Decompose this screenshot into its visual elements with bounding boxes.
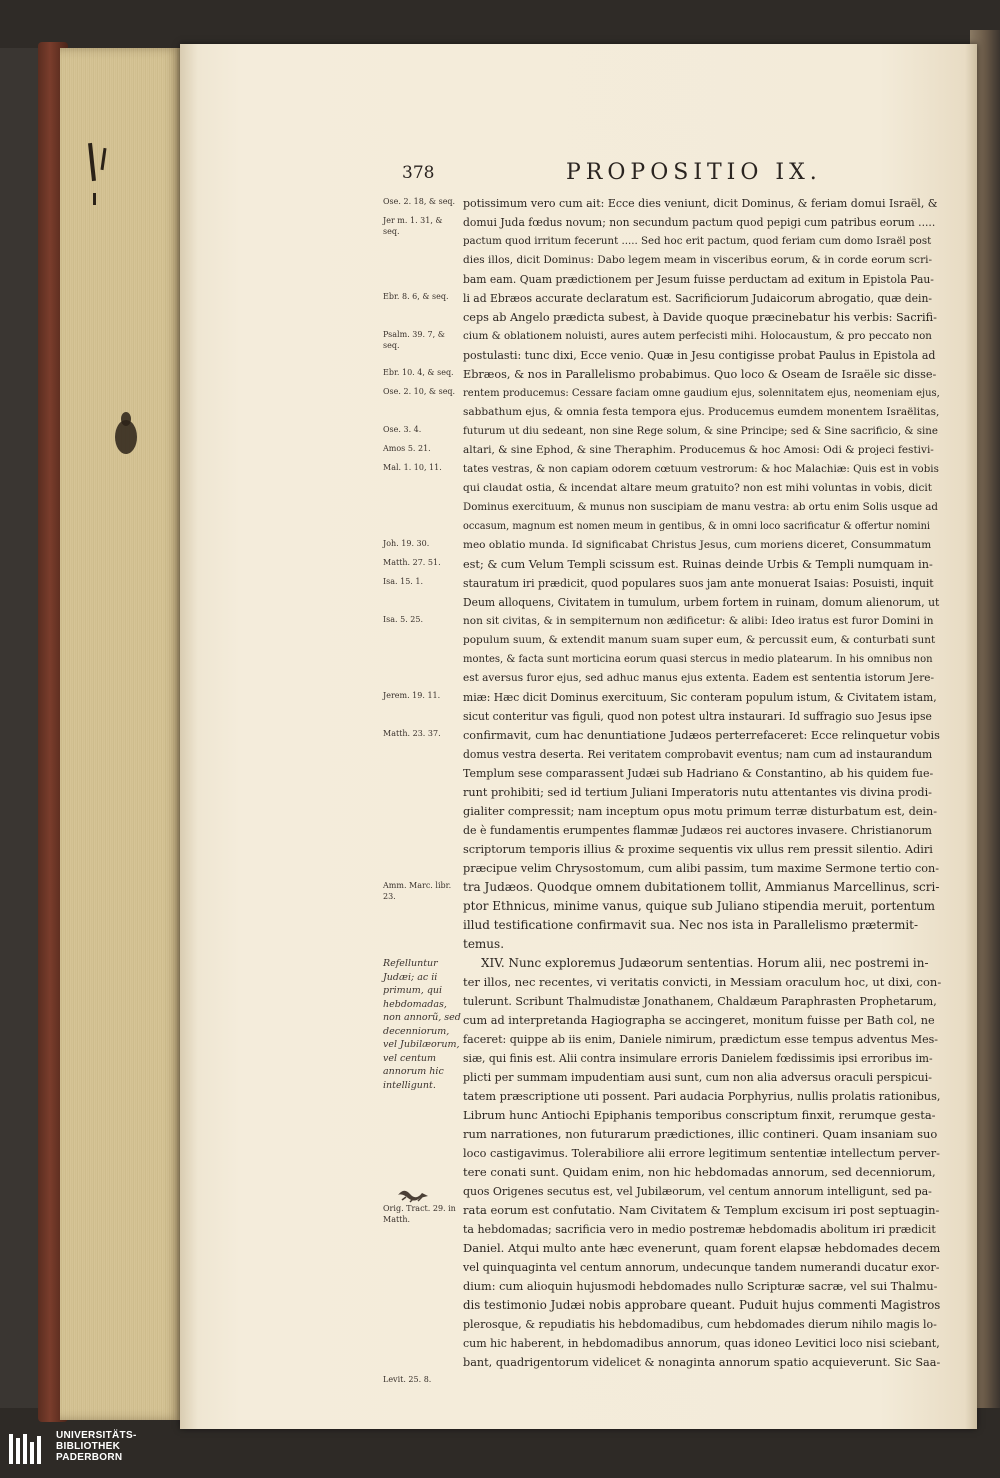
marginal-note: Isa. 15. 1.	[383, 577, 424, 586]
marginal-note: Amos 5. 21.	[383, 444, 431, 453]
text-line: rum narrationes, non futurarum prædictiones, illic contineri. Quam insaniam suo	[463, 1127, 938, 1141]
marginal-notes	[383, 195, 461, 1384]
text-line: futurum ut diu sedeant, non sine Rege solum, & sine Principe; sed & Sine sacrificio, & sine	[463, 425, 938, 437]
text-line: Dominus exercituum, & munus non suscipiam de manu vestra: ab ortu enim Solis usque ad	[463, 501, 938, 513]
text-line: ter illos, nec recentes, vi veritatis convicti, in Messiam oraculum hoc, ut dixi, con-	[463, 975, 941, 989]
page-fore-edge	[60, 48, 182, 1420]
text-line: altari, & sine Ephod, & sine Theraphim. Producemus & hoc Amosi: Odi & projeci festivi-	[463, 444, 934, 456]
marginal-note: Levit. 25. 8.	[383, 1375, 432, 1384]
text-line: bant, quadrigentorum videlicet & nonaginta annorum spatio acquieverunt. Sic Saa-	[463, 1356, 941, 1369]
text-line: domui Juda fœdus novum; non secundum pactum quod pepigi cum patribus eorum .....	[463, 216, 936, 229]
marginal-note: Refelluntur Judæi; ac ii primum, qui hebdomadas, non annorũ, sed decenniorum, vel Jubilæorum, vel centum annorum hic intelligunt.	[383, 958, 461, 1091]
marginal-note: Jerem. 19. 11.	[383, 691, 441, 700]
text-line: postulasti: tunc dixi, Ecce venio. Quæ in Jesu contigisse probat Paulus in Epistola ad	[463, 349, 936, 362]
text-line: siæ, qui finis est. Alii contra insimulare erroris Danielem fœdissimis ipsi erroribus im-	[463, 1052, 933, 1065]
text-line: miæ: Hæc dicit Dominus exercituum, Sic conteram populum istum, & Civitatem istam,	[463, 691, 937, 704]
text-line: confirmavit, cum hac denuntiatione Judæos perterrefaceret: Ecce relinquetur vobis	[463, 729, 940, 742]
text-line: quos Origenes secutus est, vel Jubilæorum, vel centum annorum intelligunt, sed pa-	[463, 1185, 932, 1198]
text-line: cium & oblationem noluisti, aures autem perfecisti mihi. Holocaustum, & pro peccato non	[463, 330, 932, 342]
marginal-note: Ose. 2. 18, & seq.	[383, 197, 456, 206]
text-line: temus.	[463, 937, 505, 951]
text-line: est aversus furor ejus, sed adhuc manus ejus extenta. Eadem est sententia istorum Jere-	[463, 672, 935, 684]
text-line: Daniel. Atqui multo ante hæc evenerunt, quam forent elapsæ hebdomades decem	[463, 1241, 941, 1255]
marginal-note: Matth. 23. 37.	[383, 729, 441, 738]
text-line: montes, & facta sunt morticina eorum quasi stercus in medio platearum. In his omnibus non	[463, 654, 933, 665]
marginal-note: Psalm. 39. 7, & seq.	[383, 330, 445, 350]
text-line: bam eam. Quam prædictionem per Jesum fuisse perductam ad exitum in Epistola Pau-	[463, 273, 934, 286]
text-line: stauratum iri prædicit, quod populares suos jam ante monuerat Isaias: Posuisti, inquit	[463, 577, 934, 590]
logo-line-1: UNIVERSITÄTS-	[56, 1430, 137, 1441]
marginal-note: Ose. 3. 4.	[383, 425, 422, 434]
text-line: plerosque, & repudiatis his hebdomadibus, cum hebdomades dierum nihilo magis lo-	[463, 1318, 937, 1331]
text-line: Deum alloquens, Civitatem in tumulum, urbem fortem in ruinam, domum alienorum, ut	[463, 596, 940, 609]
text-line: cum ad interpretanda Hagiographa se accingeret, monitum fuisse per Bath col, ne	[463, 1014, 935, 1027]
text-line: sicut conteritur vas figuli, quod non potest ultra instaurari. Id suffragio suo Jesus ipse	[463, 710, 932, 723]
marginal-note: Orig. Tract. 29. in Matth.	[383, 1204, 456, 1224]
text-line: illud testificatione confirmavit sua. Nec nos ista in Parallelismo prætermit-	[463, 918, 919, 932]
text-line: populum suum, & extendit manum suam super eum, & percussit eum, & conturbati sunt	[463, 634, 936, 646]
text-line: dies illos, dicit Dominus: Dabo legem meam in visceribus eorum, & in corde eorum scri-	[463, 254, 932, 266]
logo-line-3: PADERBORN	[56, 1452, 123, 1463]
text-line: non sit civitas, & in sempiternum non ædificetur: & alibi: Ideo iratus est furor Domini in	[463, 615, 934, 627]
marginal-note: Isa. 5. 25.	[383, 615, 424, 624]
text-line: domus vestra deserta. Rei veritatem comprobavit eventus; nam cum ad instaurandum	[463, 748, 933, 761]
text-line: dis testimonio Judæi nobis approbare queant. Puduit hujus commenti Magistros	[463, 1298, 941, 1312]
text-line: Ebræos, & nos in Parallelismo probabimus. Quo loco & Oseam de Israële sic disse-	[463, 368, 937, 381]
text-line: cum hic haberent, in hebdomadibus annorum, quas idoneo Levitici loco nisi sciebant,	[463, 1337, 940, 1350]
library-logo-text	[56, 1430, 137, 1463]
text-line: Librum hunc Antiochi Epiphanis temporibus conscriptum finxit, rerumque gesta-	[463, 1108, 936, 1122]
text-line: qui claudat ostia, & incendat altare meum gratuito? non est mihi voluntas in vobis, dicit	[463, 482, 932, 494]
logo-line-2: BIBLIOTHEK	[56, 1441, 121, 1452]
text-line: meo oblatio munda. Id significabat Christus Jesus, cum moriens diceret, Consummatum	[463, 539, 932, 551]
text-line: potissimum vero cum ait: Ecce dies veniunt, dicit Dominus, & feriam domui Israël, &	[463, 197, 938, 210]
marginal-note: Ebr. 8. 6, & seq.	[383, 292, 449, 301]
text-line: sabbathum ejus, & omnia festa tempora ejus. Producemus eumdem monentem Israëlitas,	[463, 406, 940, 418]
text-line: est; & cum Velum Templi scissum est. Ruinas deinde Urbis & Templi numquam in-	[463, 558, 933, 571]
text-line: ta hebdomadas; sacrificia vero in medio postremæ hebdomadis abolitum iri prædicit	[463, 1223, 936, 1236]
text-line: rata eorum est confutatio. Nam Civitatem & Templum excisum iri post septuagin-	[463, 1203, 940, 1217]
text-line: XIV. Nunc exploremus Judæorum sententias. Horum alii, nec postremi in-	[481, 956, 929, 970]
text-line: tra Judæos. Quodque omnem dubitationem tollit, Ammianus Marcellinus, scri-	[463, 880, 940, 894]
body-text	[463, 194, 941, 1369]
marginal-note: Mal. 1. 10, 11.	[383, 463, 442, 472]
text-line: tulerunt. Scribunt Thalmudistæ Jonathanem, Chaldæum Paraphrasten Prophetarum,	[463, 995, 937, 1008]
book-cover-top	[0, 0, 1000, 48]
text-line: tere conati sunt. Quidam enim, non hic hebdomadas annorum, sed decenniorum,	[463, 1165, 936, 1179]
text-line: Templum sese comparassent Judæi sub Hadriano & Constantino, ab his quidem fue-	[463, 767, 934, 780]
running-head: PROPOSITIO IX.	[566, 160, 822, 185]
text-line: scriptorum temporis illius & proxime sequentis vix ullus rem pressit silentio. Adiri	[463, 843, 933, 856]
text-line: tatem præscriptione uti possent. Pari audacia Porphyrius, nullis prolatis rationibus,	[463, 1090, 941, 1103]
library-logo	[8, 1430, 148, 1470]
text-line: rentem producemus: Cessare faciam omne gaudium ejus, solennitatem ejus, neomeniam ejus,	[463, 388, 940, 399]
text-line: dium: cum alioquin hujusmodi hebdomades nullo Scripturæ sacræ, vel sui Thalmu-	[463, 1280, 938, 1293]
text-line: li ad Ebræos accurate declaratum est. Sacrificiorum Judaicorum abrogatio, quæ dein-	[463, 292, 933, 305]
text-line: loco castigavimus. Tolerabiliore alii errore legitimum sententiæ intellectum perver-	[463, 1147, 940, 1160]
marginal-note: Matth. 27. 51.	[383, 558, 441, 567]
text-line: pactum quod irritum fecerunt ..... Sed hoc erit pactum, quod feriam cum domo Israël post	[463, 235, 932, 247]
text-line: runt prohibiti; sed id tertium Juliani Imperatoris nutu attentantes vis divina prodi-	[463, 786, 932, 799]
text-line: gialiter compressit; nam inceptum opus motu primum terræ disturbatum est, dein-	[463, 805, 938, 818]
text-line: faceret: quippe ab iis enim, Daniele nimirum, prædictum esse tempus adventus Mes-	[463, 1033, 938, 1046]
text-line: ptor Ethnicus, minime vanus, quique sub Juliano stipendia meruit, portentum	[463, 899, 936, 913]
text-line: ceps ab Angelo prædicta subest, à Davide quoque præcinebatur his verbis: Sacrifi-	[463, 311, 937, 324]
printer-ornament	[396, 1185, 430, 1205]
marginal-note: Ose. 2. 10, & seq.	[383, 387, 456, 396]
page-number: 378	[402, 163, 435, 183]
marginal-note: Jer m. 1. 31, & seq.	[383, 216, 443, 236]
text-line: vel quinquaginta vel centum annorum, undecunque tandem numerandi ducatur exor-	[463, 1261, 940, 1274]
text-line: de è fundamentis erumpentes flammæ Judæos rei auctores invasere. Christianorum	[463, 824, 932, 837]
text-line: tates vestras, & non capiam odorem cœtuum vestrorum: & hoc Malachiæ: Quis est in vobis	[463, 463, 939, 475]
marginal-note: Ebr. 10. 4, & seq.	[383, 368, 454, 377]
text-line: præcipue velim Chrysostomum, cum alibi passim, tum maxime Sermone tertio con-	[463, 862, 940, 875]
text-line: plicti per summam impudentiam ausi sunt, cum non alia adversus oraculi perspicui-	[463, 1071, 932, 1084]
marginal-note: Amm. Marc. libr. 23.	[383, 881, 452, 901]
library-logo-mark	[8, 1432, 48, 1466]
text-line: occasum, magnum est nomen meum in gentibus, & in omni loco sacrificatur & offertur nomini	[463, 521, 931, 532]
marginal-note: Joh. 19. 30.	[383, 539, 430, 548]
